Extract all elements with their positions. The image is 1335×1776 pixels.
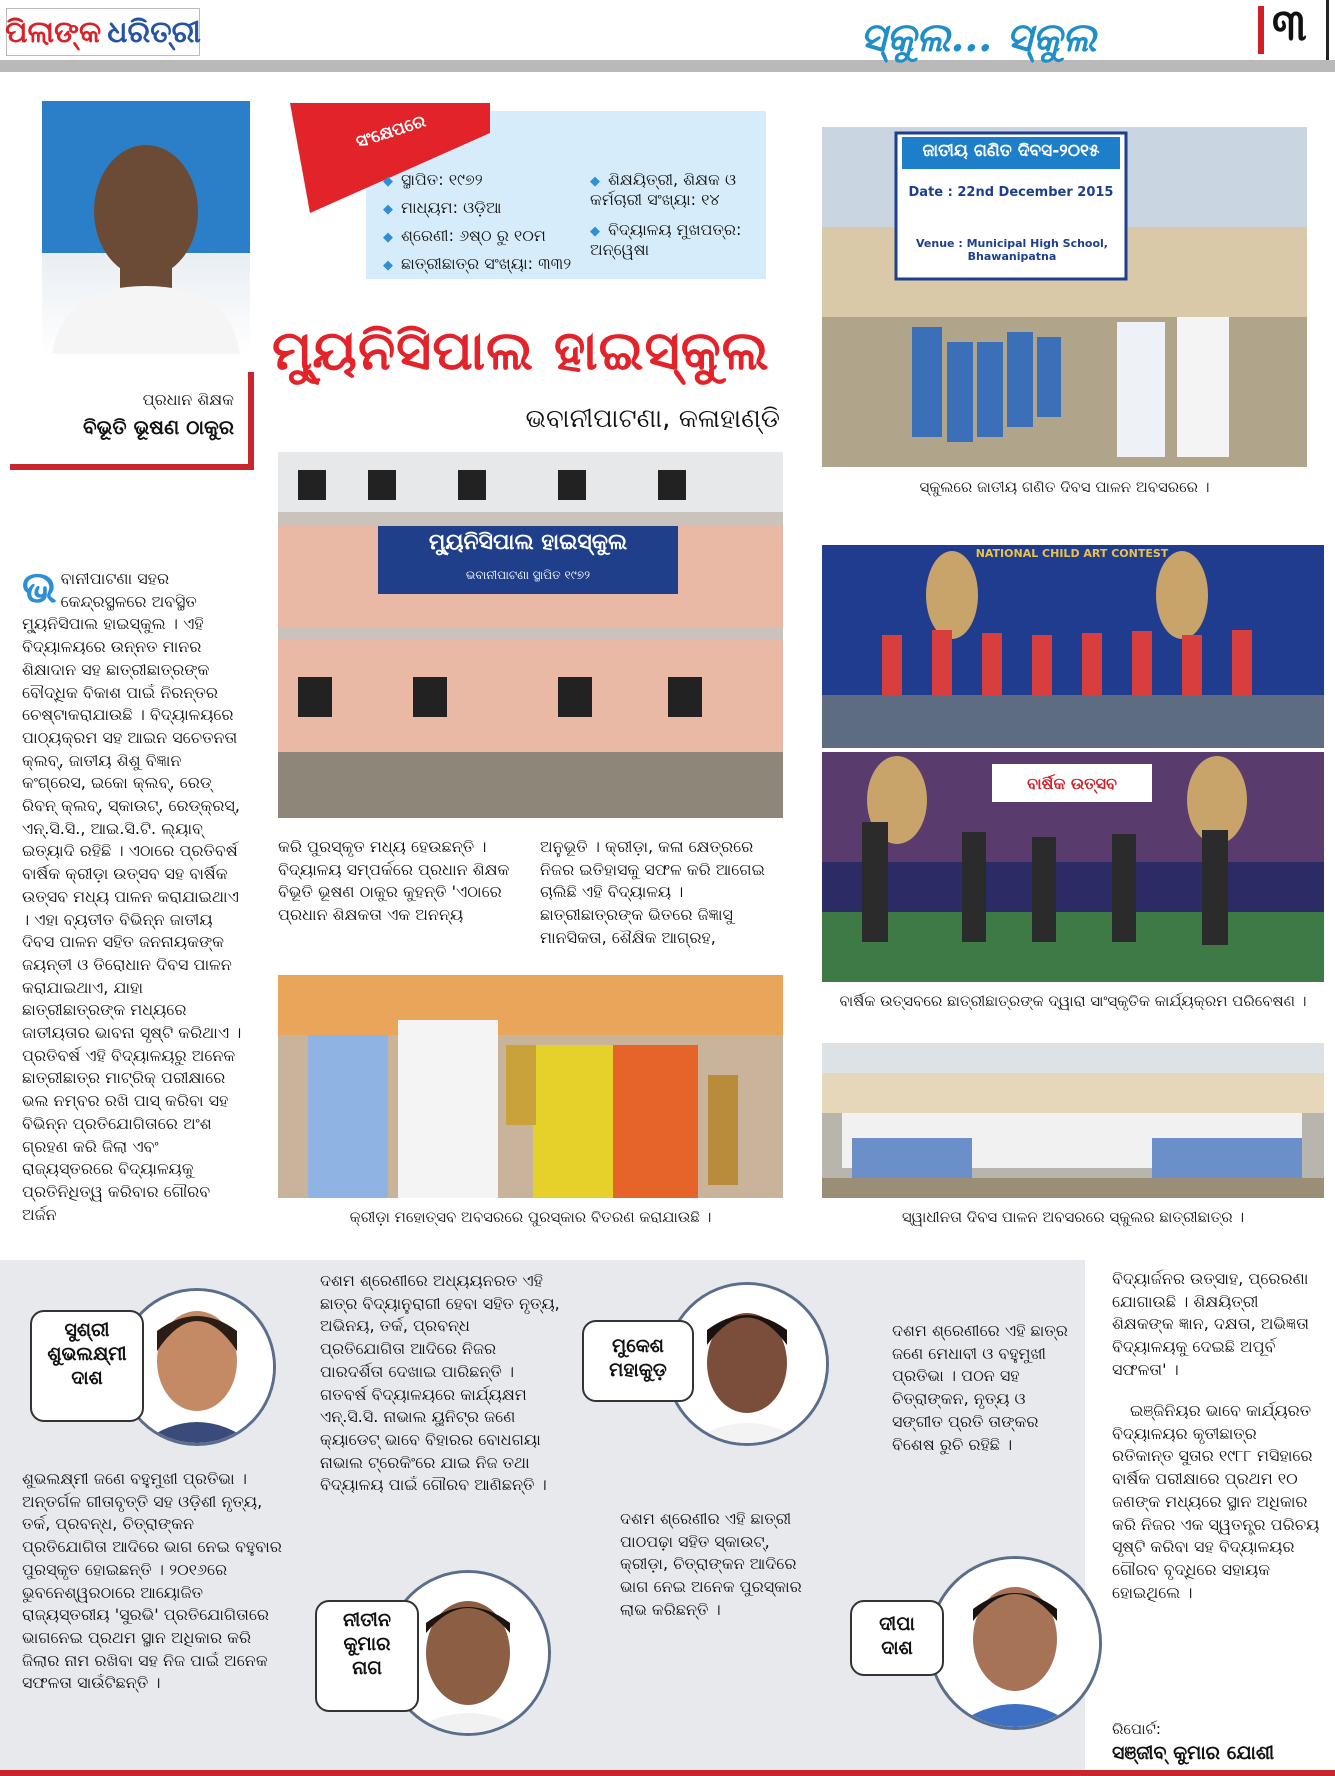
- student-name-2-line2: କୁମାର: [343, 1633, 391, 1655]
- fact-medium: ◆ ମାଧ୍ୟମ: ଓଡ଼ିଆ: [383, 198, 501, 218]
- student-name-tag-3: [582, 1320, 694, 1402]
- reporter-name: ସଞ୍ଜୀବ୍ କୁମାର ଯୋଶୀ: [1112, 1742, 1275, 1764]
- student-name-4-line1: ଦୀପା: [879, 1613, 915, 1635]
- page-marker: [1258, 6, 1264, 54]
- fact-classes: ◆ ଶ୍ରେଣୀ: ୬ଷ୍ଠ ରୁ ୧୦ମ: [383, 226, 546, 246]
- banner-venue: Venue : Municipal High School, Bhawanipatna: [916, 237, 1108, 263]
- headline: ମ୍ୟୁନିସିପାଲ ହାଇସ୍କୁଲ: [272, 318, 770, 382]
- independence-day-photo: [822, 1043, 1324, 1198]
- student-name-2-line3: ନାଗ: [352, 1657, 382, 1679]
- student-name-1-line2: ଶୁଭଲକ୍ଷ୍ମୀ: [47, 1343, 127, 1365]
- caption-cultural: ବାର୍ଷିକ ଉତ୍ସବରେ ଛାତ୍ରୀଛାତ୍ରଙ୍କ ଦ୍ୱାରା ସାଂସ୍କୃତିକ କାର୍ଯ୍ୟକ୍ରମ ପରିବେଷଣ ।: [839, 992, 1307, 1010]
- brand-logo: [6, 8, 200, 56]
- principal-name: ବିଭୂତି ଭୂଷଣ ଠାକୁର: [82, 415, 234, 439]
- student-text-2: ଦଶମ ଶ୍ରେଣୀରେ ଅଧ୍ୟୟନରତ ଏହି ଛାତ୍ର ବିଦ୍ୟାନୁରାଗୀ ହେବା ସହିତ ନୃତ୍ୟ, ଅଭିନୟ, ତର୍କ, ପ୍ରବନ୍ଧ ପ୍ରତିଯୋଗିତା ଆଦିରେ ନିଜର ପାରଦର୍ଶିତା ଦେଖାଇ ପାରିଛନ୍ତି । ଗତବର୍ଷ ବିଦ୍ୟାଳୟରେ କାର୍ଯ୍ୟକ୍ଷମ ଏନ୍.ସି.ସି. ନାଭାଲ ୟୁନିଟ୍‌ର ଜଣେ କ୍ୟାଡେଟ୍ ଭାବେ ବିହାରର ବୋଧଗୟା ନାଭାଲ ଟ୍ରେକିଂରେ ଯାଇ ନିଜ ତଥା ବିଦ୍ୟାଳୟ ପାଇଁ ଗୌରବ ଆଣିଛନ୍ତି ।: [320, 1271, 560, 1495]
- fact-established: ◆ ସ୍ଥାପିତ: ୧୯୭୨: [383, 170, 483, 190]
- fact-box-ribbon: [290, 103, 490, 213]
- closing-text-2: ଇଞ୍ଜିନିୟର ଭାବେ କାର୍ଯ୍ୟରତ ବିଦ୍ୟାଳୟର କୃତୀଛାତ୍ର ରତିକାନ୍ତ ସୁତାର ୧୯୮୮ ମସିହାରେ ବାର୍ଷିକ ପରୀକ୍ଷାରେ ପ୍ରଥମ ୧୦ ଜଣଙ୍କ ମଧ୍ୟରେ ସ୍ଥାନ ଅଧିକାର କରି ନିଜର ଏକ ସ୍ୱତନ୍ତ୍ର ପରିଚୟ ସୃଷ୍ଟି କରିବା ସହ ବିଦ୍ୟାଳୟର ଗୌରବ ବୃଦ୍ଧିରେ ସହାୟକ ହୋଇଥିଲେ ।: [1112, 1401, 1320, 1602]
- brand-part1: ପିଲାଙ୍କ: [5, 14, 102, 50]
- principal-role: ପ୍ରଧାନ ଶିକ୍ଷକ: [142, 390, 234, 409]
- building-sign-name: ମ୍ୟୁନିସିପାଲ ହାଇସ୍କୁଲ: [428, 530, 628, 555]
- masthead-strip: [0, 60, 1335, 72]
- banner-title: ଜାତୀୟ ଗଣିତ ଦିବସ-୨୦୧୫: [922, 141, 1100, 161]
- article-text-1: ବାନୀପାଟଣା ସହର କେନ୍ଦ୍ରସ୍ଥଳରେ ଅବସ୍ଥିତ ମ୍ୟୁନିସିପାଲ ହାଇସ୍କୁଲ । ଏହି ବିଦ୍ୟାଳୟରେ ଉନ୍ନତ ମାନର ଶିକ୍ଷାଦାନ ସହ ଛାତ୍ରୀଛାତ୍ରଙ୍କ ବୌଦ୍ଧିକ ବିକାଶ ପାଇଁ ନିରନ୍ତର ଚେଷ୍ଟାକରାଯାଉଛି । ବିଦ୍ୟାଳୟରେ ପାଠ୍ୟକ୍ରମ ସହ ଆଇନ ସଚେତନତା କ୍ଲବ୍, ଜାତୀୟ ଶିଶୁ ବିଜ୍ଞାନ କଂଗ୍ରେସ, ଇକୋ କ୍ଲବ୍, ରେଡ୍ ରିବନ୍ କ୍ଲବ୍, ସ୍କାଉଟ୍, ରେଡ୍‌କ୍ରସ୍, ଏନ୍.ସି.ସି., ଆଇ.ସି.ଟି. ଲ୍ୟାବ୍ ଇତ୍ୟାଦି ରହିଛି । ଏଠାରେ ପ୍ରତିବର୍ଷ ବାର୍ଷିକ କ୍ରୀଡ଼ା ଉତ୍ସବ ସହ ବାର୍ଷିକ ଉତ୍ସବ ମଧ୍ୟ ପାଳନ କରାଯାଇଥାଏ । ଏହା ବ୍ୟତୀତ ବିଭିନ୍ନ ଜାତୀୟ ଦିବସ ପାଳନ ସହିତ ଜନନାୟକଙ୍କ ଜୟନ୍ତୀ ଓ ତିରୋଧାନ ଦିବସ ପାଳନ କରାଯାଇଥାଏ, ଯାହା ଛାତ୍ରୀଛାତ୍ରଙ୍କ ମଧ୍ୟରେ ଜାତୀୟତାର ଭାବନା ସୃଷ୍ଟି କରିଥାଏ । ପ୍ରତିବର୍ଷ ଏହି ବିଦ୍ୟାଳୟରୁ ଅନେକ ଛାତ୍ରୀଛାତ୍ର ମାଟ୍ରିକ୍ ପରୀକ୍ଷାରେ ଭଲ ନମ୍ବର ରଖି ପାସ୍ କରିବା ସହ ବିଭିନ୍ନ ପ୍ରତିଯୋଗିତାରେ ଅଂଶ ଗ୍ରହଣ କରି ଜିଲା ଏବଂ ରାଜ୍ୟସ୍ତରରେ ବିଦ୍ୟାଳୟକୁ ପ୍ରତିନିଧିତ୍ୱ କରିବାର ଗୌରବ ଅର୍ଜନ: [22, 569, 242, 1224]
- stage-banner: NATIONAL CHILD ART CONTEST: [975, 547, 1169, 560]
- closing-text-1: ବିଦ୍ୟାର୍ଜନର ଉତ୍ସାହ, ପ୍ରେରଣା ଯୋଗାଉଛି । ଶିକ୍ଷୟିତ୍ରୀ ଶିକ୍ଷକଙ୍କ ଜ୍ଞାନ, ଦକ୍ଷତା, ଅଭିଜ୍ଞତା ବିଦ୍ୟାଳୟକୁ ଦେଇଛି ଅପୂର୍ବ ସଫଳତା' ।: [1112, 1269, 1309, 1379]
- article-column-1: [22, 562, 246, 1226]
- cultural-photo-2: [822, 752, 1324, 982]
- math-day-photo: [822, 127, 1307, 467]
- student-name-tag-2: [315, 1600, 419, 1712]
- caption-independence: ସ୍ୱାଧୀନତା ଦିବସ ପାଳନ ଅବସରରେ ସ୍କୁଲର ଛାତ୍ରୀଛାତ୍ର ।: [901, 1208, 1245, 1226]
- section-title: ସ୍କୁଲ... ସ୍କୁଲ: [860, 14, 1097, 61]
- divider: [1326, 0, 1329, 60]
- building-sign-sub: ଭବାନୀପାଟଣା ସ୍ଥାପିତ ୧୯୭୨: [465, 568, 591, 582]
- cultural-photo-1: [822, 545, 1324, 748]
- student-text-3: ଦଶମ ଶ୍ରେଣୀରେ ଏହି ଛାତ୍ର ଜଣେ ମେଧାବୀ ଓ ବହୁମୁଖୀ ପ୍ରତିଭା । ପଠନ ସହ ଚିତ୍ରାଙ୍କନ, ନୃତ୍ୟ ଓ ସଙ୍ଗୀତ ପ୍ରତି ତାଙ୍କର ବିଶେଷ ରୁଚି ରହିଛି ।: [892, 1321, 1068, 1454]
- banner-date: Date : 22nd December 2015: [908, 185, 1114, 200]
- fact-students: ◆ ଛାତ୍ରୀଛାତ୍ର ସଂଖ୍ୟା: ୩୩୨: [383, 254, 571, 274]
- subheadline: ଭବାନୀପାଟଣା, କଳାହାଣ୍ଡି: [525, 404, 780, 434]
- student-name-4-line2: ଦାଶ: [881, 1637, 913, 1659]
- article-column-2: କରି ପୁରସ୍କୃତ ମଧ୍ୟ ହେଉଛନ୍ତି । ବିଦ୍ୟାଳୟ ସମ୍ପର୍କରେ ପ୍ରଧାନ ଶିକ୍ଷକ ବିଭୂତି ଭୂଷଣ ଠାକୁର କୁହନ୍ତି 'ଏଠାରେ ପ୍ରଧାନ ଶିକ୍ଷକତା ଏକ ଅନନ୍ୟ: [278, 837, 510, 925]
- student-name-2-line1: ନୀତୀନ: [342, 1609, 391, 1631]
- caption-sports: କ୍ରୀଡ଼ା ମହୋତ୍ସବ ଅବସରରେ ପୁରସ୍କାର ବିତରଣ କରାଯାଉଛି ।: [349, 1208, 712, 1226]
- brand-part2: ଧରିତ୍ରୀ: [107, 14, 201, 50]
- student-name-3-line2: ମହାକୁଡ଼: [609, 1359, 667, 1381]
- student-photo-4: [928, 1556, 1102, 1730]
- principal-photo: [42, 101, 250, 354]
- student-name-3-line1: ମୁକେଶ: [612, 1335, 664, 1357]
- student-text-1: ଶୁଭଲକ୍ଷ୍ମୀ ଜଣେ ବହୁମୁଖୀ ପ୍ରତିଭା । ଅନ୍ତର୍ଗଳ ଗୀତାବୃତ୍ତି ସହ ଓଡ଼ିଶୀ ନୃତ୍ୟ, ତର୍କ, ପ୍ରବନ୍ଧ, ଚିତ୍ରାଙ୍କନ ପ୍ରତିଯୋଗିତା ଆଦିରେ ଭାଗ ନେଇ ବହୁବାର ପୁରସ୍କୃତ ହୋଇଛନ୍ତି । ୨୦୧୬ରେ ଭୁବନେଶ୍ୱରଠାରେ ଆୟୋଜିତ ରାଜ୍ୟସ୍ତରୀୟ 'ସୁରଭି' ପ୍ରତିଯୋଗିତାରେ ଭାଗନେଇ ପ୍ରଥମ ସ୍ଥାନ ଅଧିକାର କରି ଜିଲାର ନାମ ରଖିବା ସହ ନିଜ ପାଇଁ ଅନେକ ସଫଳତା ସାଉଁଟିଛନ୍ତି ।: [22, 1469, 282, 1693]
- article-column-3: ଅନୁଭୂତି । କ୍ରୀଡ଼ା, କଳା କ୍ଷେତ୍ରରେ ନିଜର ଇତିହାସକୁ ସଫଳ କରି ଆଗେଇ ଚାଲିଛି ଏହି ବିଦ୍ୟାଳୟ । ଛାତ୍ରୀଛାତ୍ରଙ୍କ ଭିତରେ ଜିଜ୍ଞାସୁ ମାନସିକତା, ଶୈକ୍ଷିକ ଆଗ୍ରହ,: [540, 837, 765, 947]
- reporter-label: ରିପୋର୍ଟ:: [1112, 1720, 1161, 1738]
- student-text-4: ଦଶମ ଶ୍ରେଣୀର ଏହି ଛାତ୍ରୀ ପାଠପଢ଼ା ସହିତ ସ୍କାଉଟ୍, କ୍ରୀଡ଼ା, ଚିତ୍ରାଙ୍କନ ଆଦିରେ ଭାଗ ନେଇ ଅନେକ ପୁରସ୍କାର ଲାଭ କରିଛନ୍ତି ।: [620, 1509, 802, 1619]
- student-name-tag-1: [30, 1310, 144, 1422]
- fact-magazine: ◆ ବିଦ୍ୟାଳୟ ମୁଖପତ୍ର: ଅନ୍ୱେଷା: [590, 220, 770, 260]
- student-name-tag-4: [850, 1600, 944, 1676]
- fact-box-title: ସଂକ୍ଷେପରେ: [353, 111, 429, 153]
- page-number: ୩: [1272, 0, 1307, 51]
- student-name-1-line1: ସୁଶ୍ରୀ: [64, 1319, 110, 1341]
- stage-banner-2: ବାର୍ଷିକ ଉତ୍ସବ: [1027, 774, 1117, 793]
- caption-math-day: ସ୍କୁଲରେ ଜାତୀୟ ଗଣିତ ଦିବସ ପାଳନ ଅବସରରେ ।: [919, 478, 1210, 496]
- sports-prize-photo: [278, 975, 783, 1198]
- student-name-1-line3: ଦାଶ: [71, 1367, 103, 1389]
- school-building-photo: [278, 452, 783, 818]
- bottom-rule: [0, 1770, 1335, 1776]
- fact-staff: ◆ ଶିକ୍ଷୟିତ୍ରୀ, ଶିକ୍ଷକ ଓ କର୍ମଚାରୀ ସଂଖ୍ୟା: ୧୪: [590, 170, 770, 210]
- dropcap: ଭ: [22, 562, 57, 613]
